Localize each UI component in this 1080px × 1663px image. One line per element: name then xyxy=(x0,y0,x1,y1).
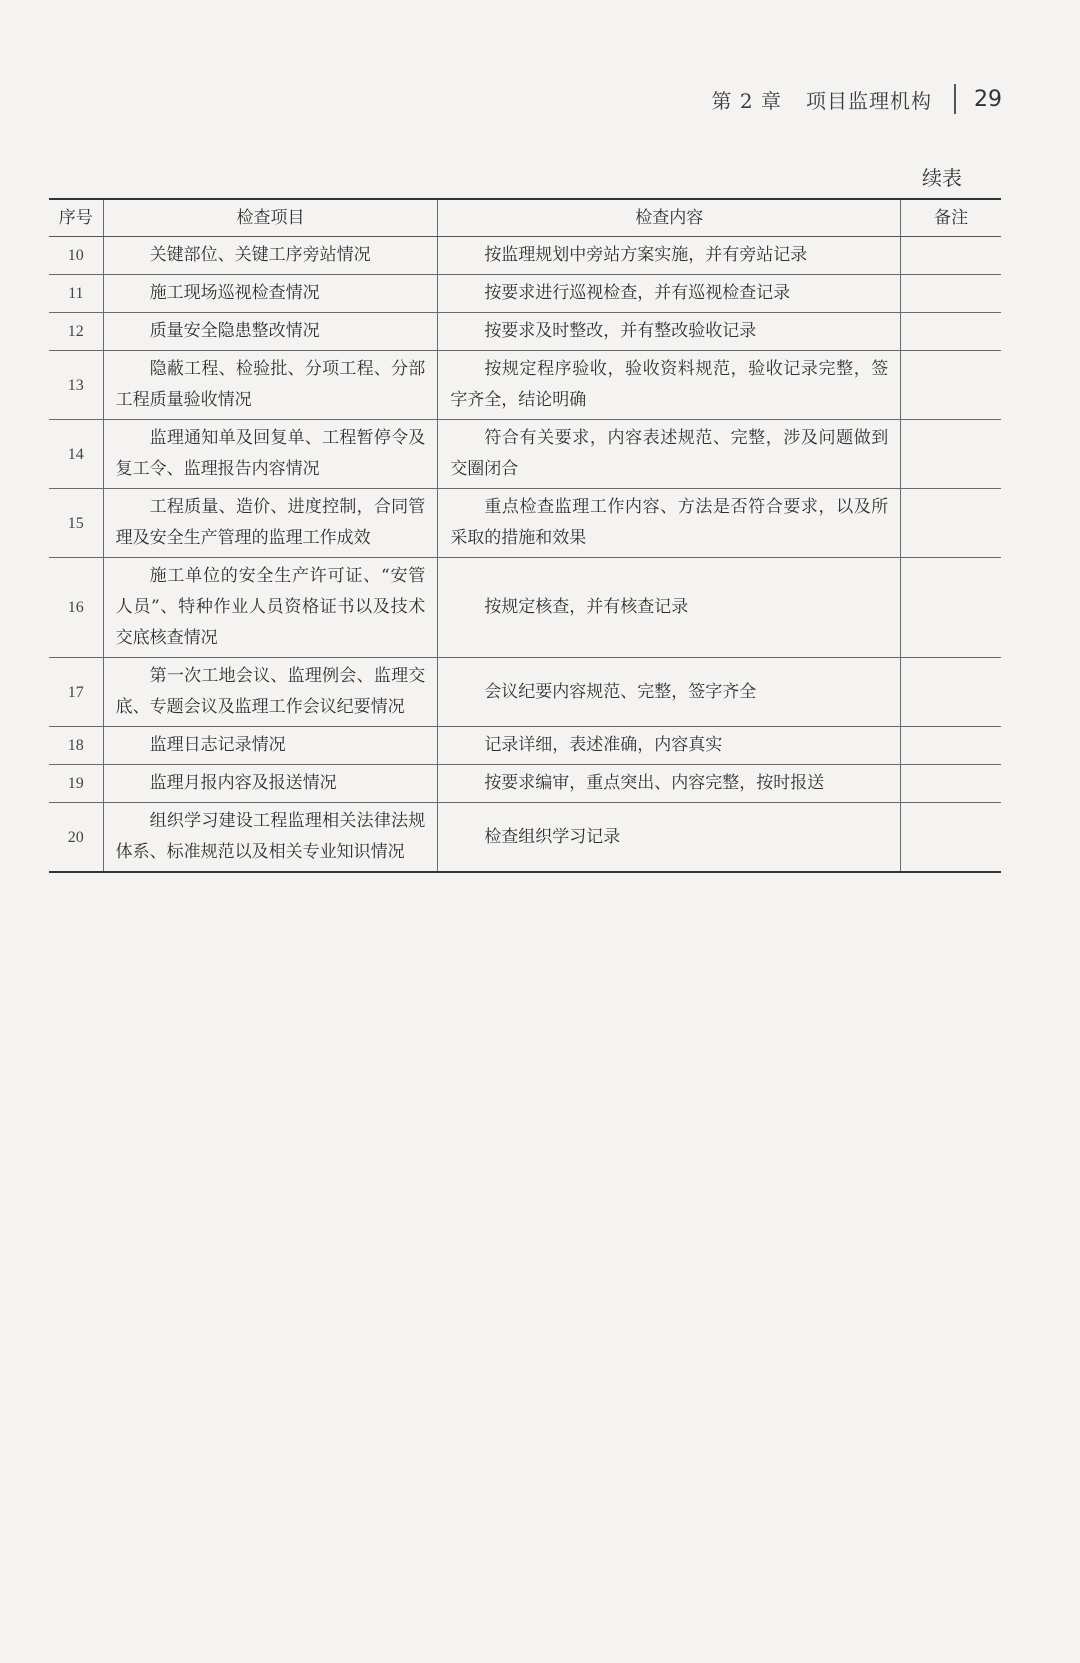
row-content: 按要求进行巡视检查，并有巡视检查记录 xyxy=(438,275,901,313)
row-content: 按规定程序验收，验收资料规范，验收记录完整，签字齐全，结论明确 xyxy=(438,351,901,420)
table-row xyxy=(49,489,1001,558)
row-number: 18 xyxy=(49,727,103,765)
row-content: 按规定核查，并有核查记录 xyxy=(438,558,901,658)
row-content: 检查组织学习记录 xyxy=(438,803,901,873)
row-note xyxy=(901,658,1001,727)
row-note xyxy=(901,765,1001,803)
table-row xyxy=(49,313,1001,351)
row-content: 会议纪要内容规范、完整，签字齐全 xyxy=(438,658,901,727)
table-row xyxy=(49,765,1001,803)
row-number: 20 xyxy=(49,803,103,873)
table-header-row xyxy=(49,199,1001,237)
row-item: 工程质量、造价、进度控制，合同管理及安全生产管理的监理工作成效 xyxy=(103,489,438,558)
row-note xyxy=(901,237,1001,275)
row-item: 隐蔽工程、检验批、分项工程、分部工程质量验收情况 xyxy=(103,351,438,420)
chapter-label: 第 2 章 xyxy=(711,88,782,113)
row-content: 按要求及时整改，并有整改验收记录 xyxy=(438,313,901,351)
row-number: 19 xyxy=(49,765,103,803)
column-header-content: 检查内容 xyxy=(438,199,901,237)
row-content: 按要求编审，重点突出、内容完整，按时报送 xyxy=(438,765,901,803)
table-row xyxy=(49,351,1001,420)
table-row xyxy=(49,803,1001,873)
row-content: 符合有关要求，内容表述规范、完整，涉及问题做到交圈闭合 xyxy=(438,420,901,489)
header-divider xyxy=(954,84,956,114)
row-number: 13 xyxy=(49,351,103,420)
row-item: 监理通知单及回复单、工程暂停令及复工令、监理报告内容情况 xyxy=(103,420,438,489)
column-header-item: 检查项目 xyxy=(103,199,438,237)
inspection-table xyxy=(49,198,1001,873)
row-number: 14 xyxy=(49,420,103,489)
row-note xyxy=(901,489,1001,558)
running-header xyxy=(712,84,1002,114)
column-header-note: 备注 xyxy=(901,199,1001,237)
row-item: 监理日志记录情况 xyxy=(103,727,438,765)
row-number: 17 xyxy=(49,658,103,727)
row-content: 记录详细，表述准确，内容真实 xyxy=(438,727,901,765)
row-item: 组织学习建设工程监理相关法律法规体系、标准规范以及相关专业知识情况 xyxy=(103,803,438,873)
row-number: 11 xyxy=(49,275,103,313)
row-item: 监理月报内容及报送情况 xyxy=(103,765,438,803)
row-note xyxy=(901,275,1001,313)
row-note xyxy=(901,313,1001,351)
row-note xyxy=(901,803,1001,873)
row-content: 重点检查监理工作内容、方法是否符合要求，以及所采取的措施和效果 xyxy=(438,489,901,558)
row-number: 15 xyxy=(49,489,103,558)
column-header-no: 序号 xyxy=(49,199,103,237)
row-item: 施工现场巡视检查情况 xyxy=(103,275,438,313)
table-body xyxy=(49,237,1001,873)
row-note xyxy=(901,351,1001,420)
row-note xyxy=(901,727,1001,765)
table-row xyxy=(49,275,1001,313)
row-note xyxy=(901,420,1001,489)
continued-label: 续表 xyxy=(922,166,962,190)
row-item: 施工单位的安全生产许可证、“安管人员”、特种作业人员资格证书以及技术交底核查情况 xyxy=(103,558,438,658)
row-number: 16 xyxy=(49,558,103,658)
row-number: 10 xyxy=(49,237,103,275)
row-item: 第一次工地会议、监理例会、监理交底、专题会议及监理工作会议纪要情况 xyxy=(103,658,438,727)
table-row xyxy=(49,237,1001,275)
row-item: 关键部位、关键工序旁站情况 xyxy=(103,237,438,275)
page-number: 29 xyxy=(974,86,1002,112)
table-row xyxy=(49,558,1001,658)
table-row xyxy=(49,658,1001,727)
row-note xyxy=(901,558,1001,658)
table-row xyxy=(49,727,1001,765)
chapter-title: 项目监理机构 xyxy=(806,88,932,113)
row-content: 按监理规划中旁站方案实施，并有旁站记录 xyxy=(438,237,901,275)
row-item: 质量安全隐患整改情况 xyxy=(103,313,438,351)
row-number: 12 xyxy=(49,313,103,351)
table-row xyxy=(49,420,1001,489)
